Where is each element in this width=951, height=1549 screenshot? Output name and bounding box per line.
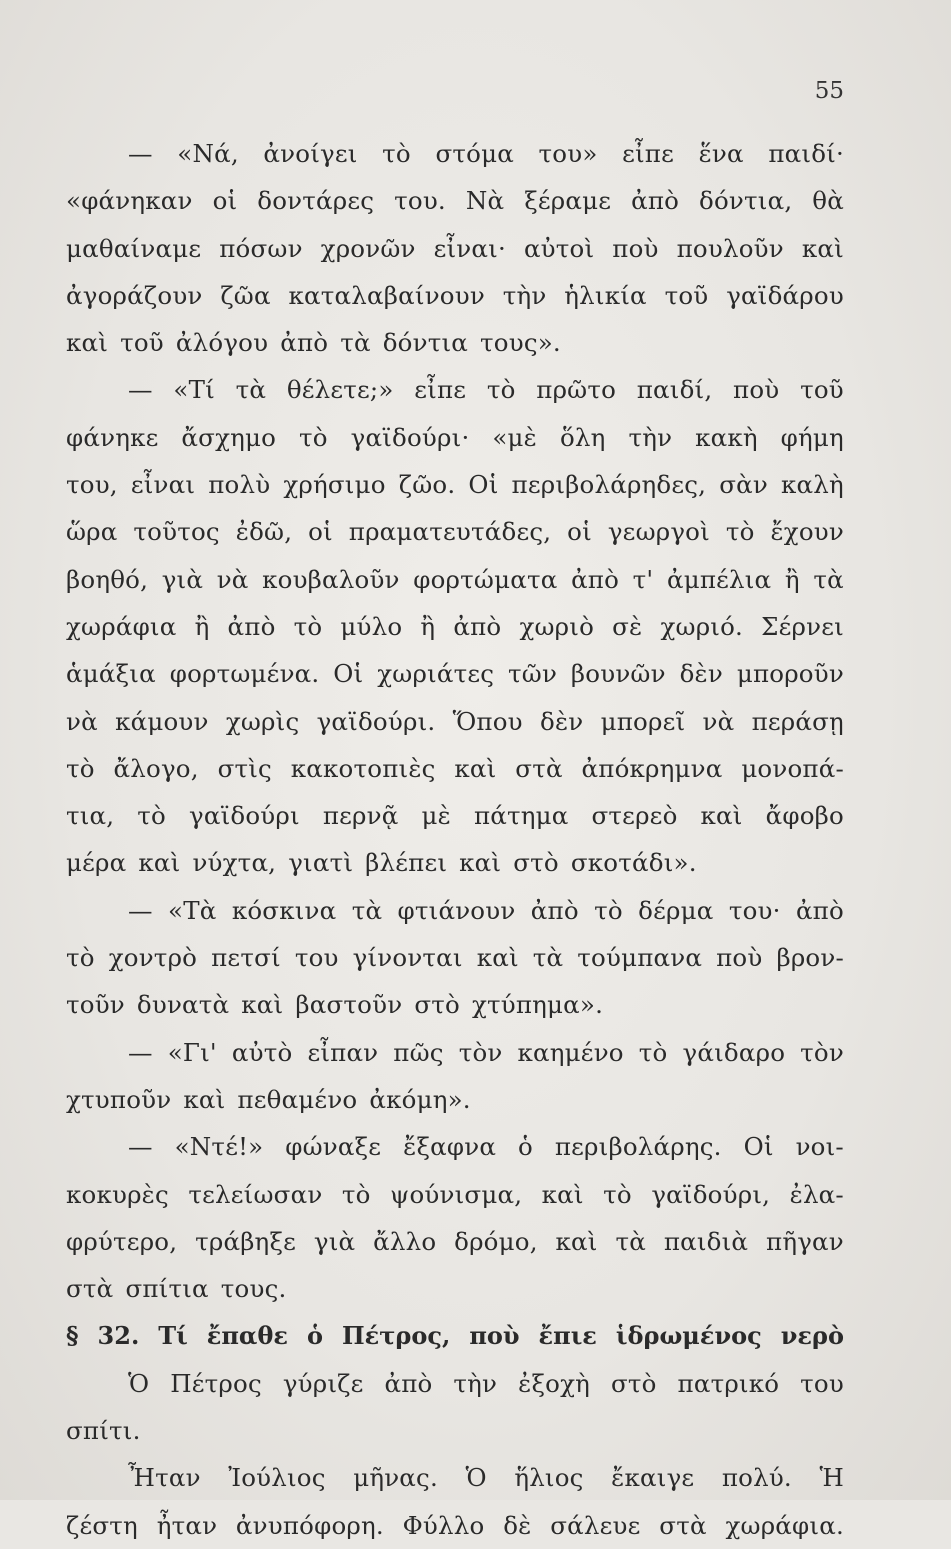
text-line: «φάνηκαν οἱ δοντάρες του. Νὰ ξέραμε ἀπὸ δόντια, θὰ: [66, 186, 844, 216]
text-line: κοκυρὲς τελείωσαν τὸ ψούνισμα, καὶ τὸ γαϊδούρι, ἐλα-: [66, 1179, 844, 1209]
text-line: φάνηκε ἄσχημο τὸ γαϊδούρι· «μὲ ὅλη τὴν κακὴ φήμη: [66, 422, 844, 452]
text-line: του, εἶναι πολὺ χρήσιμο ζῶο. Οἱ περιβολάρηδες, σὰν καλὴ: [66, 470, 844, 500]
text-line: Ὁ Πέτρος γύριζε ἀπὸ τὴν ἐξοχὴ στὸ πατρικό του: [128, 1368, 844, 1398]
text-line: — «Ντέ!» φώναξε ἔξαφνα ὁ περιβολάρης. Οἱ νοι-: [128, 1132, 844, 1162]
text-line: χτυποῦν καὶ πεθαμένο ἀκόμη».: [66, 1084, 471, 1114]
text-line: καὶ τοῦ ἀλόγου ἀπὸ τὰ δόντια τους».: [66, 328, 561, 358]
section-heading: § 32. Τί ἔπαθε ὁ Πέτρος, ποὺ ἔπιε ἱδρωμένος νερὸ: [66, 1321, 844, 1351]
text-line: — «Τὰ κόσκινα τὰ φτιάνουν ἀπὸ τὸ δέρμα του· ἀπὸ: [128, 895, 844, 925]
text-line: — «Γι' αὐτὸ εἶπαν πῶς τὸν καημένο τὸ γάιδαρο τὸν: [128, 1037, 844, 1067]
text-line: τὸ ἄλογο, στὶς κακοτοπιὲς καὶ στὰ ἀπόκρημνα μονοπά-: [66, 753, 844, 783]
text-line: νὰ κάμουν χωρὶς γαϊδούρι. Ὅπου δὲν μπορεῖ νὰ περάσῃ: [66, 706, 844, 736]
text-line: τοῦν δυνατὰ καὶ βαστοῦν στὸ χτύπημα».: [66, 990, 604, 1020]
text-line: ἀγοράζουν ζῶα καταλαβαίνουν τὴν ἡλικία τοῦ γαϊδάρου: [66, 280, 844, 310]
text-line: — «Τί τὰ θέλετε;» εἶπε τὸ πρῶτο παιδί, ποὺ τοῦ: [128, 375, 844, 405]
text-line: τὸ χοντρὸ πετσί του γίνονται καὶ τὰ τούμπανα ποὺ βρον-: [66, 943, 844, 973]
text-line: σπίτι.: [66, 1416, 141, 1446]
text-line: μέρα καὶ νύχτα, γιατὶ βλέπει καὶ στὸ σκοτάδι».: [66, 848, 697, 878]
text-line: ὥρα τοῦτος ἐδῶ, οἱ πραματευτάδες, οἱ γεωργοὶ τὸ ἔχουν: [66, 517, 844, 547]
text-line: ζέστη ἦταν ἀνυπόφορη. Φύλλο δὲ σάλευε στὰ χωράφια.: [66, 1510, 844, 1540]
text-line: τια, τὸ γαϊδούρι περνᾷ μὲ πάτημα στερεὸ καὶ ἄφοβο: [66, 801, 844, 831]
body-text: [66, 130, 844, 1549]
text-line: ἁμάξια φορτωμένα. Οἱ χωριάτες τῶν βουνῶν δὲν μποροῦν: [66, 659, 844, 689]
text-line: βοηθό, γιὰ νὰ κουβαλοῦν φορτώματα ἀπὸ τ' ἀμπέλια ἢ τὰ: [66, 564, 844, 594]
text-line: μαθαίναμε πόσων χρονῶν εἶναι· αὐτοὶ ποὺ πουλοῦν καὶ: [66, 233, 844, 263]
text-line: — «Νά, ἀνοίγει τὸ στόμα του» εἶπε ἕνα παιδί·: [128, 139, 844, 168]
text-line: χωράφια ἢ ἀπὸ τὸ μύλο ἢ ἀπὸ χωριὸ σὲ χωριό. Σέρνει: [66, 611, 844, 641]
page-number: 55: [814, 78, 844, 104]
text-line: στὰ σπίτια τους.: [66, 1274, 287, 1304]
text-line: Ἦταν Ἰούλιος μῆνας. Ὁ ἥλιος ἔκαιγε πολύ. Ἡ: [128, 1463, 844, 1493]
text-line: φρύτερο, τράβηξε γιὰ ἄλλο δρόμο, καὶ τὰ παιδιὰ πῆγαν: [66, 1226, 844, 1256]
